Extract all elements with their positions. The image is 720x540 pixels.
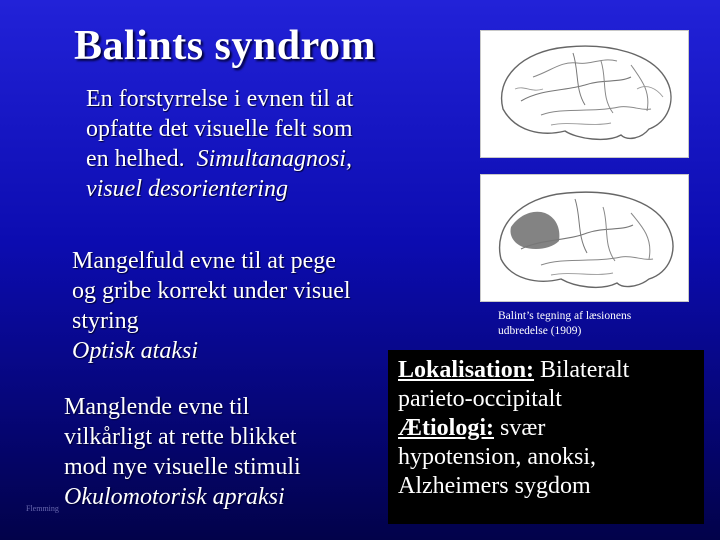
block1-line3-normal: en helhed. [86, 146, 185, 172]
aetiology-value-a: svær [494, 415, 546, 441]
aetiology-line [398, 414, 698, 443]
slide-title: Balints syndrom [74, 23, 376, 69]
brain-drawing-bottom [480, 174, 689, 302]
text-block-simultanagnosia [86, 84, 416, 204]
footer-author: Flemming [26, 504, 59, 513]
brain-lateral-sketch-icon [481, 31, 688, 157]
block3-line1: Manglende evne til [64, 394, 250, 420]
block1-line3 [86, 144, 416, 174]
localisation-line [398, 356, 698, 385]
block1-term-simultanagnosi: Simultanagnosi, [196, 146, 352, 172]
caption-line2: udbredelse (1909) [498, 325, 582, 337]
text-block-oculomotor-apraxia [64, 392, 364, 512]
aetiology-value-c: Alzheimers sygdom [398, 473, 591, 499]
block3-term-okulomotorisk-apraksi: Okulomotorisk apraksi [64, 484, 285, 510]
block3-line3: mod nye visuelle stimuli [64, 454, 301, 480]
block3-line2: vilkårligt at rette blikket [64, 424, 297, 450]
text-block-optic-ataxia [72, 246, 432, 366]
block1-line2: opfatte det visuelle felt som [86, 116, 353, 142]
figure-caption [498, 309, 698, 339]
block1-line1: En forstyrrelse i evnen til at [86, 86, 354, 112]
localisation-label: Lokalisation: [398, 357, 535, 383]
caption-line1: Balint’s tegning af læsionens [498, 310, 632, 322]
localisation-value-a: Bilateralt [534, 357, 630, 383]
aetiology-label: Ætiologi: [398, 415, 494, 441]
brain-drawing-top [480, 30, 689, 158]
brain-lesion-sketch-icon [481, 175, 688, 301]
block1-term-visuel-desorientering: visuel desorientering [86, 176, 288, 202]
block2-line1: Mangelfuld evne til at pege [72, 248, 336, 274]
localisation-value-b: parieto-occipitalt [398, 386, 562, 412]
block2-line2: og gribe korrekt under visuel [72, 278, 351, 304]
block2-term-optisk-ataksi: Optisk ataksi [72, 338, 198, 364]
block2-line3: styring [72, 308, 139, 334]
info-box-text [398, 356, 698, 501]
aetiology-value-b: hypotension, anoksi, [398, 444, 596, 470]
